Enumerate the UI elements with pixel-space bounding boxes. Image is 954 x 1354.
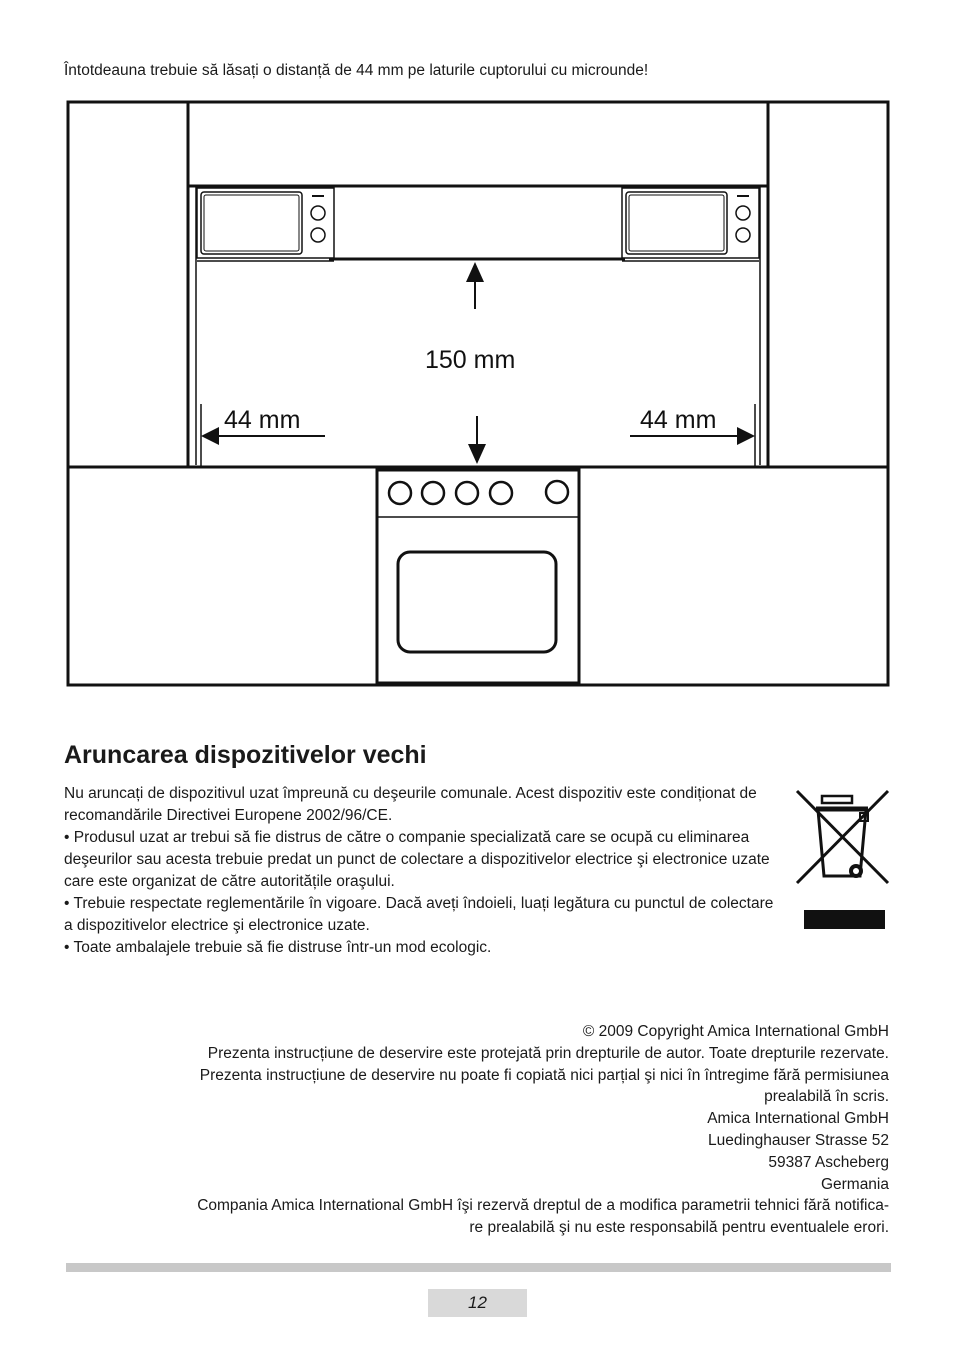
copyright-line: re prealabilă şi nu este responsabilă pentru eventualele erori.	[469, 1219, 889, 1237]
footer-divider	[66, 1263, 891, 1272]
intro-text: Întotdeauna trebuie să lăsați o distanță de 44 mm pe laturile cuptorului cu microunde!	[64, 62, 649, 79]
copyright-line: Prezenta instrucțiune de deservire nu poate fi copiată nici parțial şi nici în întregime fără permisiunea	[199, 1066, 889, 1084]
arrow-150-up	[466, 262, 484, 309]
page-number: 12	[428, 1289, 527, 1317]
disposal-paragraph: • Toate ambalajele trebuie să fie distruse într-un mod ecologic.	[64, 939, 492, 956]
copyright-line: Amica International GmbH	[707, 1110, 889, 1128]
cooker	[377, 470, 579, 683]
disposal-paragraph: • Produsul uzat ar trebui să fie distrus de către o companie specializată care se ocupă cu eliminarea deşeurilor sau acesta trebuie predat un punct de colectare a dispozitivelor electrice şi electronice uzate care este organizat de către autoritățile oraşului.	[64, 829, 770, 890]
copyright-line: Prezenta instrucțiune de deservire este protejată prin drepturile de autor. Toate drepturile rezervate.	[207, 1044, 889, 1062]
copyright-line: 59387 Ascheberg	[768, 1153, 889, 1171]
disposal-paragraph: Nu aruncați de dispozitivul uzat împreună cu deşeurile comunale. Acest dispozitiv este condiționat de recomandările Directivei Europene 2002/96/CE.	[64, 785, 757, 824]
weee-crossed-bin-icon	[790, 786, 895, 936]
label-150-mm: 150 mm	[425, 346, 516, 374]
disposal-text	[64, 783, 784, 959]
outer-frame	[68, 102, 888, 685]
microwave-right	[622, 188, 759, 261]
copyright-line: Luedinghauser Strasse 52	[708, 1131, 889, 1149]
copyright-line: prealabilă în scris.	[764, 1088, 889, 1106]
disposal-paragraph: • Trebuie respectate reglementările în vigoare. Dacă aveți îndoieli, luați legătura cu punctul de colectare a dispozitivelor electrice şi electronice uzate.	[64, 895, 774, 934]
installation-diagram	[60, 96, 892, 692]
disposal-heading: Aruncarea dispozitivelor vechi	[64, 741, 427, 769]
copyright-line: Germania	[820, 1175, 889, 1193]
copyright-block	[64, 1021, 889, 1239]
arrow-150-down	[468, 416, 486, 464]
copyright-line: Compania Amica International GmbH îşi rezervă dreptul de a modifica parametrii tehnici fără notifica-	[197, 1197, 889, 1215]
microwave-left	[197, 188, 334, 261]
label-44-mm-right: 44 mm	[640, 406, 717, 434]
label-44-mm-left: 44 mm	[224, 406, 301, 434]
copyright-line: © 2009 Copyright Amica International GmbH	[582, 1023, 889, 1040]
